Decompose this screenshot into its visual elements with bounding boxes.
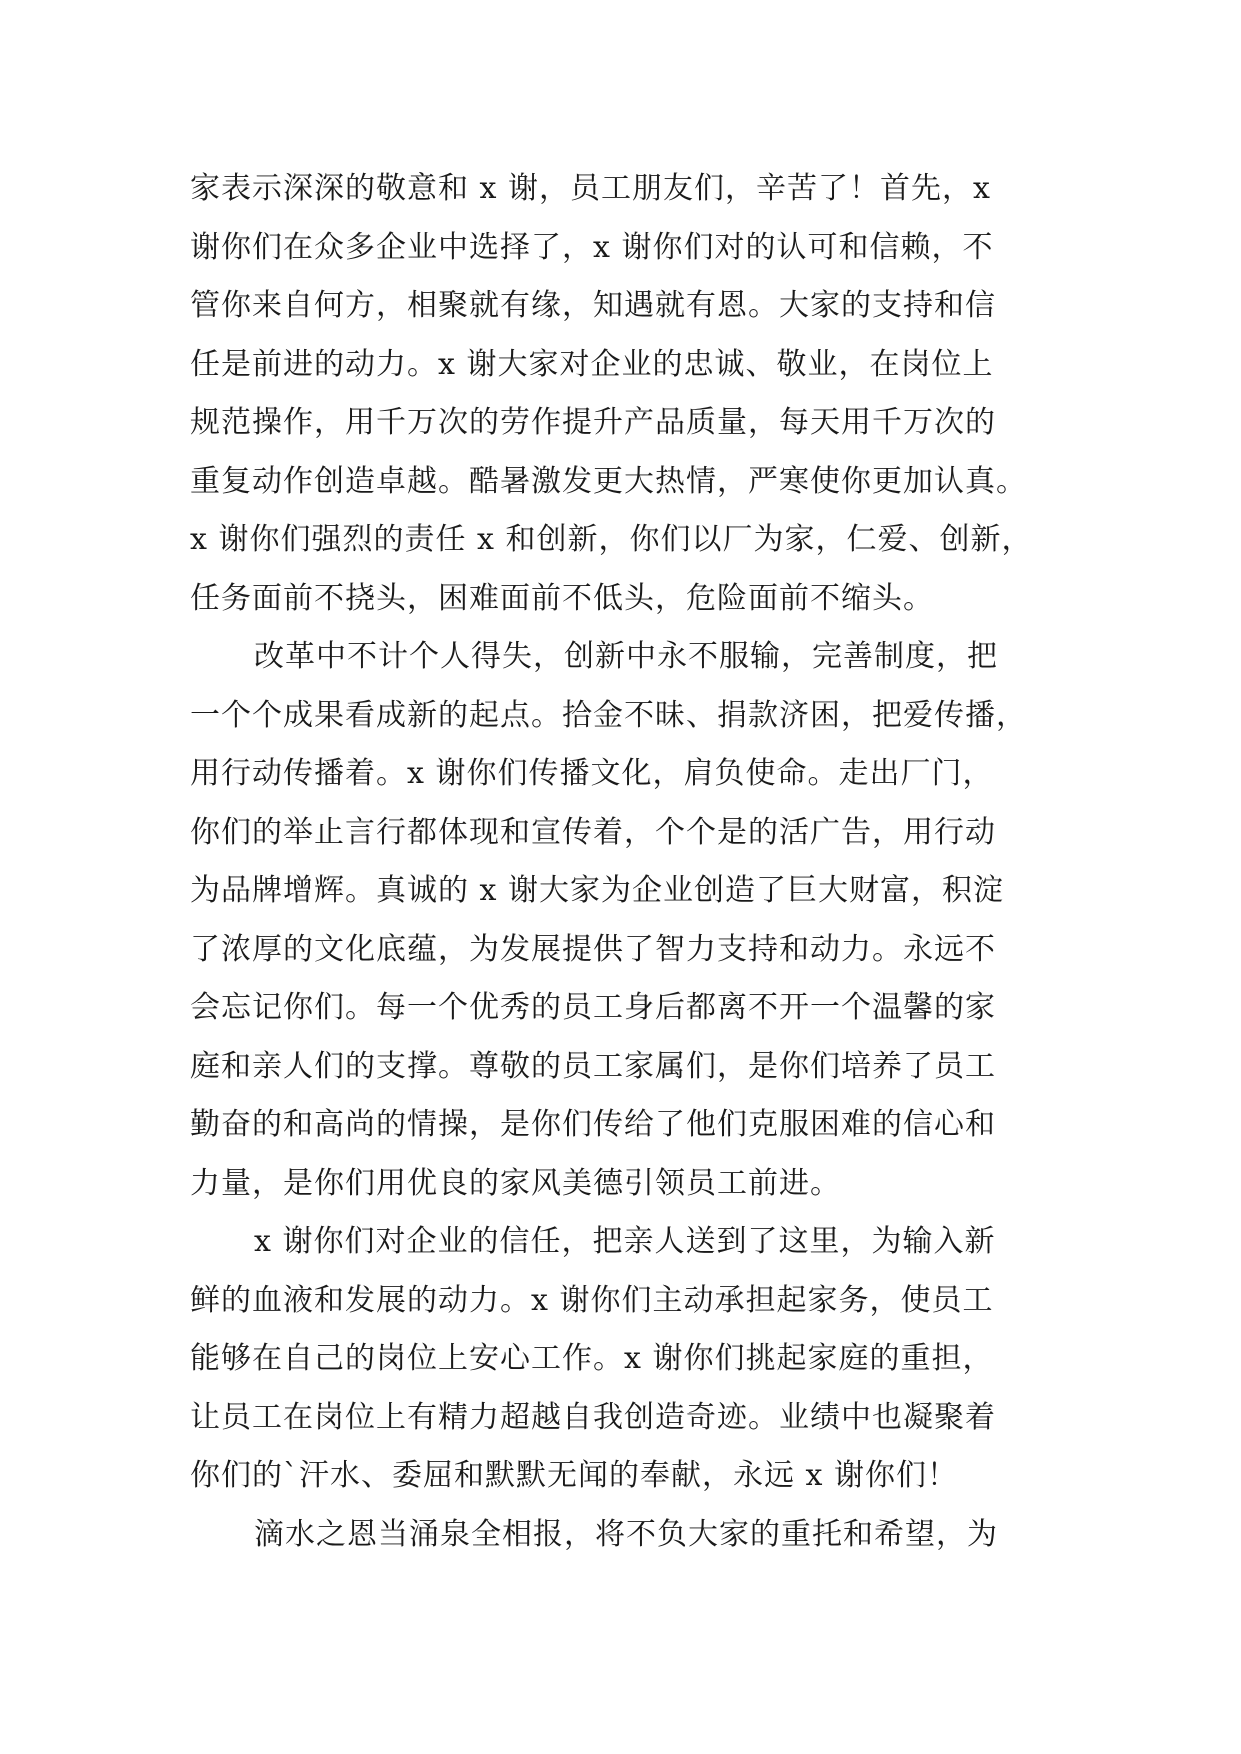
text-line: 为品牌增辉。真诚的 x 谢大家为企业创造了巨大财富，积淀: [190, 873, 1004, 908]
text-line: 改革中不计个人得失，创新中永不服输，完善制度，把: [254, 639, 998, 674]
text-line: 勤奋的和高尚的情操，是你们传给了他们克服困难的信心和: [190, 1107, 996, 1142]
text-line: 你们的举止言行都体现和宣传着，个个是的活广告，用行动: [190, 814, 996, 850]
text-line: 谢你们在众多企业中选择了，x 谢你们对的认可和信赖，不: [190, 229, 994, 265]
text-line: 家表示深深的敬意和 x 谢，员工朋友们，辛苦了！首先，x: [190, 171, 991, 206]
text-line: 让员工在岗位上有精力超越自我创造奇迹。业绩中也凝聚着: [190, 1399, 996, 1435]
text-line: 用行动传播着。x 谢你们传播文化，肩负使命。走出厂门，: [190, 756, 994, 791]
text-line: 重复动作创造卓越。酷暑激发更大热情，严寒使你更加认真。: [190, 463, 1027, 499]
text-line: 鲜的血液和发展的动力。x 谢你们主动承担起家务，使员工: [190, 1282, 994, 1318]
text-line: 庭和亲人们的支撑。尊敬的员工家属们，是你们培养了员工: [190, 1048, 996, 1084]
text-line: 力量，是你们用优良的家风美德引领员工前进。: [190, 1165, 841, 1201]
text-line: 会忘记你们。每一个优秀的员工身后都离不开一个温馨的家: [190, 990, 996, 1025]
text-line: 能够在自己的岗位上安心工作。x 谢你们挑起家庭的重担，: [190, 1341, 994, 1376]
text-line: 一个个成果看成新的起点。拾金不昧、捐款济困，把爱传播，: [190, 697, 1027, 733]
text-line: 滴水之恩当涌泉全相报，将不负大家的重托和希望，为: [254, 1516, 998, 1552]
text-line: 你们的`汗水、委屈和默默无闻的奉献，永远 x 谢你们！: [190, 1458, 958, 1493]
text-line: 任是前进的动力。x 谢大家对企业的忠诚、敬业，在岗位上: [190, 346, 994, 382]
text-line: 了浓厚的文化底蕴，为发展提供了智力支持和动力。永远不: [190, 931, 996, 967]
body-text: [190, 160, 1070, 1564]
text-line: 规范操作，用千万次的劳作提升产品质量，每天用千万次的: [190, 405, 996, 440]
text-line: x 谢你们对企业的信任，把亲人送到了这里，为输入新: [254, 1224, 996, 1259]
text-line: x 谢你们强烈的责任 x 和创新，你们以厂为家，仁爱、创新，: [190, 522, 1033, 557]
text-line: 管你来自何方，相聚就有缘，知遇就有恩。大家的支持和信: [190, 288, 996, 323]
text-line: 任务面前不挠头，困难面前不低头，危险面前不缩头。: [190, 580, 934, 616]
